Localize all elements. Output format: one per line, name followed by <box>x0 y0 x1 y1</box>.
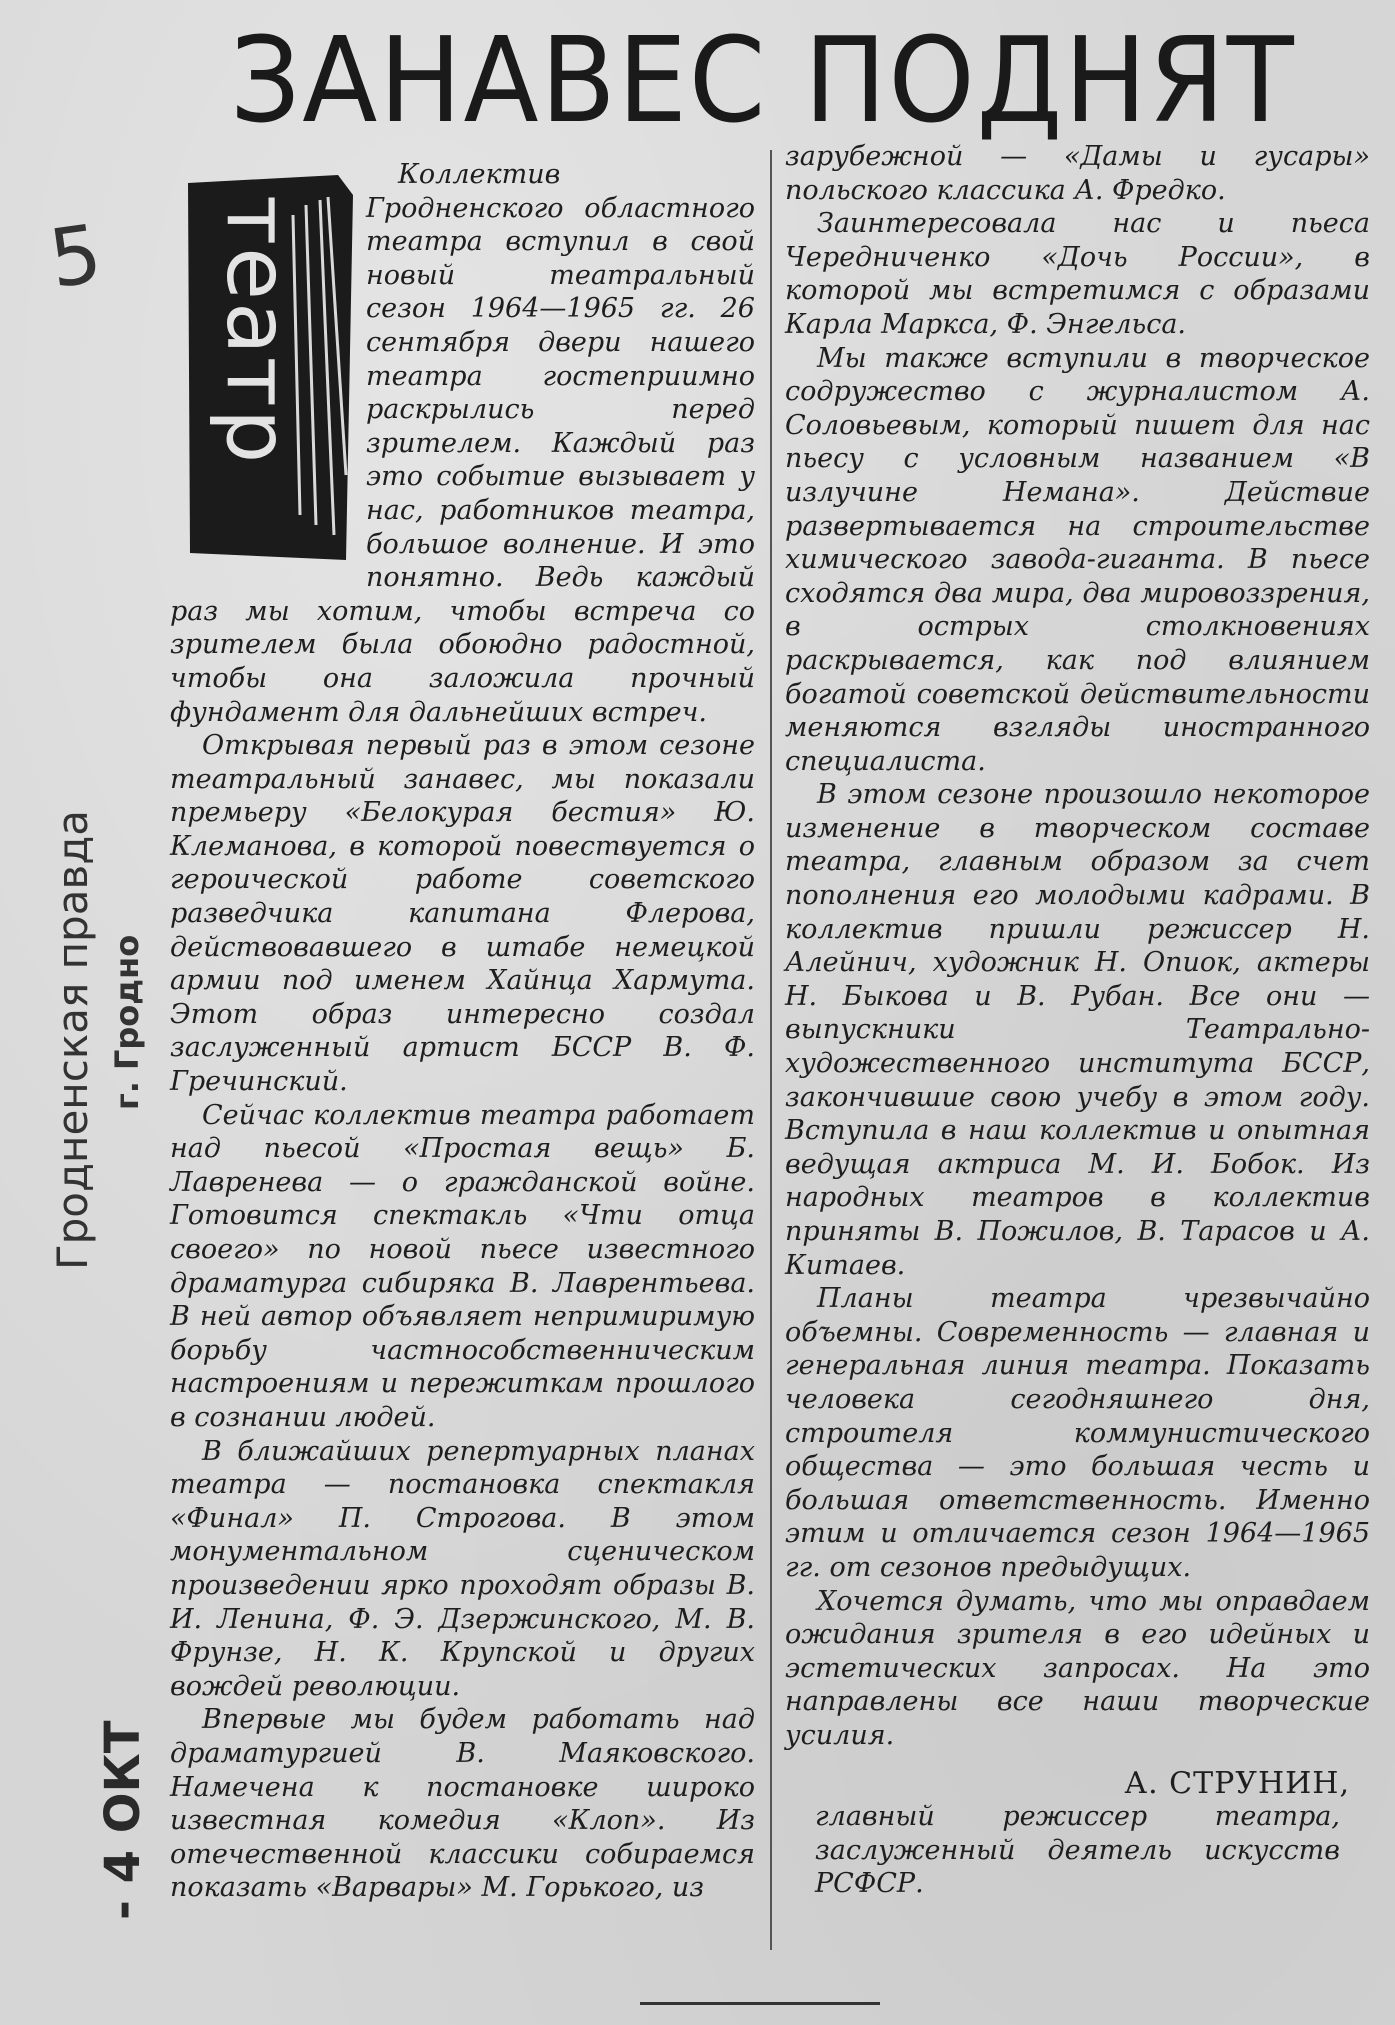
bottom-rule <box>640 2002 880 2005</box>
source-city: г. Гродно <box>108 934 146 1110</box>
logo-text: театр <box>207 195 307 466</box>
paragraph: Заинтересовала нас и пьеса Чередниченко «Дочь России», в которой мы встретимся с образами Карла Маркса, Ф. Энгельса. <box>785 208 1370 340</box>
article-column-1 <box>170 158 755 1905</box>
paragraph: Хочется думать, что мы оправдаем ожидания зрителя в его идейных и эстетических запросах. На это направлены все наши творческие усилия. <box>785 1585 1370 1751</box>
source-newspaper-name: Гродненская правда <box>48 810 97 1270</box>
author-role: главный режиссер театра, заслуженный деятель искусств РСФСР. <box>815 1801 1340 1900</box>
paragraph: Впервые мы будем работать над драматургией В. Маяковского. Намечена к постановке широко известная комедия «Клоп». Из отечественной классики собираемся показать «Варвары» М. Горького, из <box>170 1704 755 1904</box>
paragraph: Открывая первый раз в этом сезоне театральный занавес, мы показали премьеру «Белокурая бестия» Ю. Клеманова, в которой повествуется о героической работе советского разведчика капитана Флерова, действовавшего в штабе немецкой армии под именем Хайнца Хармута. Этот образ интересно создал заслуженный артист БССР В. Ф. Гречинский. <box>170 730 755 1098</box>
paragraph: Сейчас коллектив театра работает над пьесой «Простая вещь» Б. Лавренева — о гражданской войне. Готовится спектакль «Чти отца своего» по новой пьесе известного драматурга сибиряка В. Лаврентьева. В ней автор объявляет непримиримую борьбу частнособственническим настроениям и пережиткам прошлого в сознании людей. <box>170 1099 755 1433</box>
paragraph: Мы также вступили в творческое содружество с журналистом А. Соловьевым, который пишет для нас пьесу с условным названием «В излучине Немана». Действие развертывается на строительстве химического завода-гиганта. В пьесе сходятся два мира, два мировоззрения, в острых столкновениях раскрывается, как под влиянием богатой советской действительности меняются взгляды иностранного специалиста. <box>785 342 1370 777</box>
logo-space <box>170 158 366 578</box>
article-column-2 <box>785 140 1370 1901</box>
paragraph: Планы театра чрезвычайно объемны. Современность — главная и генеральная линия театра. Показать человека сегодняшнего дня, строителя коммунистического общества — это большая честь и большая ответственность. Именно этим и отличается сезон 1964—1965 гг. от сезонов предыдущих. <box>785 1283 1370 1583</box>
source-date-stamp: - 4 ОКТ <box>95 1720 151 1920</box>
paragraph: В этом сезоне произошло некоторое изменение в творческом составе театра, главным образом за счет пополнения его молодыми кадрами. В коллектив пришли режиссер Н. Алейнич, художник Н. Опиок, актеры Н. Быкова и В. Рубан. Все они — выпускники Театрально-художественного института БССР, закончившие свою учебу в этом году. Вступила в наш коллектив и опытная ведущая актриса М. И. Бобок. Из народных театров в коллектив приняты В. Пожилов, В. Тарасов и А. Китаев. <box>785 779 1370 1281</box>
paragraph: В ближайших репертуарных планах театра — постановка спектакля «Финал» П. Строгова. В этом монументальном сценическом произведении ярко проходят образы В. И. Ленина, Ф. Э. Дзержинского, М. В. Фрунзе, Н. К. Крупской и других вождей революции. <box>170 1435 755 1702</box>
headline: ЗАНАВЕС ПОДНЯТ <box>230 11 1296 149</box>
paragraph: Коллектив Гродненского областного театра вступил в свой новый театральный сезон 1964—1965 гг. 26 сентября двери нашего театра гостеприимно раскрылись перед зрителем. Каждый раз это событие вызывает у нас, работников театра, большое волнение. И это понятно. Ведь каждый раз мы хотим, чтобы встреча со зрителем была обоюдно радостной, чтобы она заложила прочный фундамент для дальнейших встреч. <box>170 159 755 728</box>
handwritten-margin-note: 5 <box>43 206 108 307</box>
column-divider <box>770 150 772 1950</box>
author-name: А. СТРУНИН, <box>1124 1765 1350 1801</box>
paragraph: зарубежной — «Дамы и гусары» польского классика А. Фредко. <box>785 141 1370 206</box>
